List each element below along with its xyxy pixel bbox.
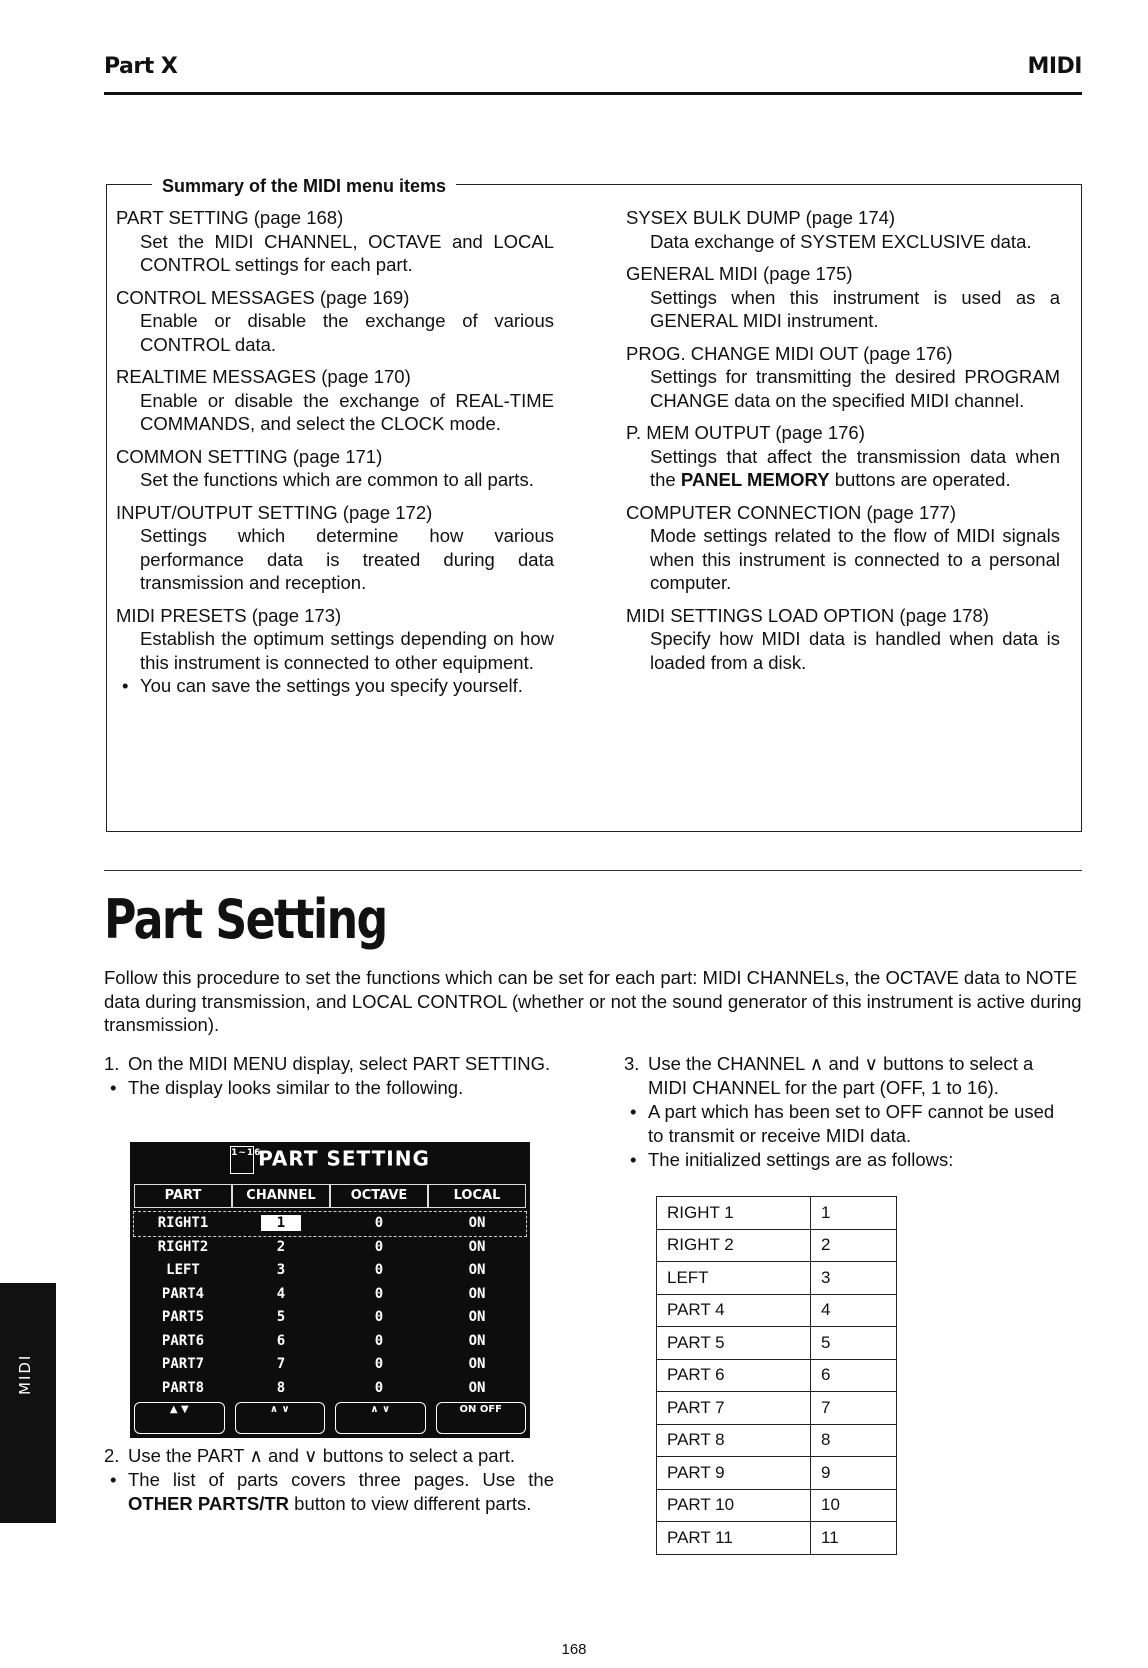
summary-item — [626, 342, 1060, 413]
summary-title: Summary of the MIDI menu items — [152, 176, 456, 197]
lcd-title: PART SETTING — [258, 1146, 430, 1171]
item-heading: COMMON SETTING (page 171) — [116, 445, 383, 467]
lcd-cell: PART5 — [161, 1309, 205, 1325]
lcd-cell: 0 — [374, 1379, 384, 1396]
lcd-cell: 0 — [374, 1332, 384, 1349]
table-row — [657, 1424, 897, 1457]
table-cell: PART 7 — [657, 1392, 811, 1425]
lcd-cell: 5 — [276, 1309, 286, 1325]
item-heading: INPUT/OUTPUT SETTING (page 172) — [116, 501, 433, 523]
summary-item — [626, 206, 1060, 253]
header-rule — [104, 92, 1082, 95]
lcd-row[interactable] — [134, 1377, 526, 1401]
lcd-cell: 0 — [374, 1309, 384, 1325]
lcd-rows — [134, 1212, 526, 1400]
steps-right — [624, 1052, 1070, 1172]
item-desc: Set the MIDI CHANNEL, OCTAVE and LOCAL CONTROL settings for each part. — [140, 230, 554, 275]
panel-memory-label: PANEL MEMORY — [680, 469, 830, 490]
lcd-cell: ON — [468, 1285, 486, 1302]
table-cell: 6 — [811, 1359, 897, 1392]
lcd-cell: 0 — [374, 1262, 384, 1278]
summary-item — [116, 501, 554, 595]
table-cell: PART 10 — [657, 1489, 811, 1522]
table-cell: PART 4 — [657, 1294, 811, 1327]
item-heading: MIDI PRESETS (page 173) — [116, 604, 342, 626]
lcd-cell: PART4 — [161, 1285, 205, 1302]
lcd-col-channel: CHANNEL — [232, 1184, 330, 1208]
item-heading: CONTROL MESSAGES (page 169) — [116, 286, 410, 308]
lcd-cell: PART7 — [161, 1356, 205, 1372]
step-3-note-2: • The initialized settings are as follows: — [624, 1148, 1070, 1172]
section-rule — [104, 870, 1082, 871]
part-up-down-button[interactable]: ▲ ▼ — [134, 1402, 225, 1434]
table-cell: 8 — [811, 1424, 897, 1457]
table-cell: RIGHT 2 — [657, 1229, 811, 1262]
lcd-display — [130, 1142, 530, 1438]
lcd-cursor: 1 — [261, 1215, 301, 1231]
lcd-row[interactable] — [134, 1353, 526, 1377]
table-row — [657, 1489, 897, 1522]
item-desc: Set the functions which are common to all parts. — [140, 469, 534, 490]
table-row — [657, 1392, 897, 1425]
item-desc: Mode settings related to the flow of MIDI signals when this instrument is connected to a personal computer. — [650, 525, 1060, 593]
lcd-cell: 2 — [276, 1238, 286, 1255]
step-2 — [104, 1444, 554, 1468]
lcd-cell: 0 — [374, 1215, 384, 1231]
summary-item — [116, 286, 554, 357]
octave-up-down-button[interactable]: ∧ ∨ — [335, 1402, 426, 1434]
item-desc: Enable or disable the exchange of REAL-TIME COMMANDS, and select the CLOCK mode. — [140, 389, 554, 434]
table-cell: 5 — [811, 1327, 897, 1360]
section-title: Part Setting — [104, 888, 387, 951]
summary-item — [626, 604, 1060, 675]
item-desc: Settings for transmitting the desired PROGRAM CHANGE data on the specified MIDI channel. — [650, 366, 1060, 411]
table-cell: PART 5 — [657, 1327, 811, 1360]
table-cell: 1 — [811, 1197, 897, 1230]
item-desc: Specify how MIDI data is handled when data is loaded from a disk. — [650, 628, 1060, 673]
table-row — [657, 1197, 897, 1230]
item-desc: Data exchange of SYSTEM EXCLUSIVE data. — [650, 230, 1032, 252]
table-cell: PART 9 — [657, 1457, 811, 1490]
summary-item — [116, 206, 554, 277]
lcd-cell: ON — [468, 1356, 486, 1372]
note-text: button to view different parts. — [289, 1493, 532, 1514]
lcd-row[interactable] — [134, 1283, 526, 1307]
item-heading: P. MEM OUTPUT (page 176) — [626, 422, 865, 443]
summary-item — [116, 604, 554, 675]
lcd-cell: 8 — [276, 1379, 286, 1396]
item-heading: SYSEX BULK DUMP (page 174) — [626, 207, 896, 228]
steps-left-2 — [104, 1444, 554, 1516]
lcd-cell: 6 — [276, 1332, 286, 1349]
step-text: Use the CHANNEL ∧ and ∨ buttons to select a MIDI CHANNEL for the part (OFF, 1 to 16). — [648, 1053, 1034, 1098]
lcd-cell: 7 — [276, 1356, 286, 1372]
table-cell: LEFT — [657, 1262, 811, 1295]
other-parts-label: OTHER PARTS/TR — [128, 1493, 290, 1514]
lcd-cell — [232, 1212, 330, 1236]
lcd-row[interactable] — [134, 1212, 526, 1236]
lcd-buttons — [134, 1402, 526, 1434]
table-cell: 4 — [811, 1294, 897, 1327]
step-text: Use the PART ∧ and ∨ buttons to select a part. — [128, 1445, 516, 1466]
steps-left — [104, 1052, 554, 1100]
item-desc — [626, 445, 1060, 492]
summary-item — [626, 501, 1060, 595]
lcd-cell: ON — [468, 1309, 486, 1325]
channel-up-down-button[interactable]: ∧ ∨ — [235, 1402, 326, 1434]
desc-text: buttons are operated. — [829, 469, 1011, 490]
item-heading: MIDI SETTINGS LOAD OPTION (page 178) — [626, 604, 989, 626]
table-cell: RIGHT 1 — [657, 1197, 811, 1230]
lcd-row[interactable] — [134, 1236, 526, 1260]
lcd-title-bar — [130, 1146, 530, 1174]
lcd-cell: RIGHT1 — [157, 1215, 209, 1231]
step-number: 3. — [624, 1053, 640, 1074]
midi-channel-icon: 1~16 — [230, 1146, 254, 1174]
summary-left-column — [116, 206, 554, 698]
item-heading: REALTIME MESSAGES (page 170) — [116, 366, 411, 387]
item-desc: Establish the optimum settings depending on how this instrument is connected to other equipment. — [140, 628, 554, 673]
lcd-cell: PART6 — [161, 1332, 205, 1349]
lcd-cell: 0 — [374, 1356, 384, 1372]
lcd-cell: ON — [468, 1262, 486, 1278]
lcd-cell: ON — [468, 1215, 486, 1231]
summary-item — [116, 445, 554, 492]
item-heading: PART SETTING (page 168) — [116, 207, 344, 228]
item-heading: COMPUTER CONNECTION (page 177) — [626, 501, 956, 523]
item-desc: Settings which determine how various performance data is treated during data transmission and reception. — [140, 525, 554, 593]
table-row — [657, 1457, 897, 1490]
summary-item — [626, 262, 1060, 333]
desc-text: Settings that affect the transmission data when the — [650, 445, 1060, 490]
lcd-cell: ON — [468, 1379, 486, 1396]
table-row — [657, 1262, 897, 1295]
step-3 — [624, 1052, 1070, 1100]
item-desc: Settings when this instrument is used as a GENERAL MIDI instrument. — [650, 286, 1060, 331]
lcd-row[interactable] — [134, 1306, 526, 1330]
lcd-cell: RIGHT2 — [157, 1238, 209, 1255]
lcd-cell: 0 — [374, 1238, 384, 1255]
table-row — [657, 1522, 897, 1555]
table-cell: 7 — [811, 1392, 897, 1425]
lcd-cell: 0 — [374, 1285, 384, 1302]
summary-item — [626, 421, 1060, 492]
table-cell: 9 — [811, 1457, 897, 1490]
section-header: MIDI — [1027, 54, 1082, 79]
table-row — [657, 1294, 897, 1327]
chapter-side-tab — [0, 1283, 56, 1523]
table-row — [657, 1327, 897, 1360]
note-text: The list of parts covers three pages. Use the — [128, 1469, 554, 1490]
intro-paragraph: Follow this procedure to set the functions which can be set for each part: MIDI CHANNELs, the OCTAVE data to NOTE data during transmission, and LOCAL CONTROL (whether or not the sound generator of this instrument is active during transmission). — [104, 967, 1082, 1035]
step-1 — [104, 1052, 554, 1076]
step-3-note-1: • A part which has been set to OFF cannot be used to transmit or receive MIDI data. — [624, 1100, 1070, 1148]
lcd-cell: ON — [468, 1238, 486, 1255]
lcd-col-part: PART — [134, 1184, 232, 1208]
lcd-cell: 4 — [276, 1285, 286, 1302]
table-cell: 2 — [811, 1229, 897, 1262]
part-header: Part X — [104, 54, 178, 79]
step-number: 1. — [104, 1053, 120, 1074]
table-cell: PART 6 — [657, 1359, 811, 1392]
table-cell: 11 — [811, 1522, 897, 1555]
side-tab-label: MIDI — [16, 1353, 34, 1395]
step-2-note — [104, 1468, 554, 1516]
table-row — [657, 1229, 897, 1262]
summary-note: • You can save the settings you specify yourself. — [116, 674, 554, 698]
item-heading: PROG. CHANGE MIDI OUT (page 176) — [626, 342, 953, 364]
lcd-row[interactable] — [134, 1330, 526, 1354]
step-number: 2. — [104, 1445, 120, 1466]
lcd-col-local: LOCAL — [428, 1184, 526, 1208]
lcd-cell: 3 — [276, 1262, 286, 1278]
step-text: On the MIDI MENU display, select PART SETTING. — [128, 1053, 551, 1074]
summary-right-column — [626, 206, 1060, 683]
summary-item — [116, 365, 554, 436]
step-1-note: • The display looks similar to the following. — [104, 1076, 554, 1100]
table-cell: PART 8 — [657, 1424, 811, 1457]
local-on-off-button[interactable]: ON OFF — [436, 1402, 527, 1434]
initial-settings-table — [656, 1196, 897, 1555]
lcd-header-row — [134, 1184, 526, 1208]
table-cell: PART 11 — [657, 1522, 811, 1555]
lcd-cell: LEFT — [166, 1262, 200, 1278]
lcd-cell: ON — [468, 1332, 486, 1349]
item-desc: Enable or disable the exchange of various CONTROL data. — [140, 310, 554, 355]
lcd-cell: PART8 — [161, 1379, 205, 1396]
table-cell: 3 — [811, 1262, 897, 1295]
table-row — [657, 1359, 897, 1392]
item-heading: GENERAL MIDI (page 175) — [626, 263, 853, 284]
page-number: 168 — [561, 1641, 587, 1658]
lcd-row[interactable] — [134, 1259, 526, 1283]
lcd-col-octave: OCTAVE — [330, 1184, 428, 1208]
table-cell: 10 — [811, 1489, 897, 1522]
